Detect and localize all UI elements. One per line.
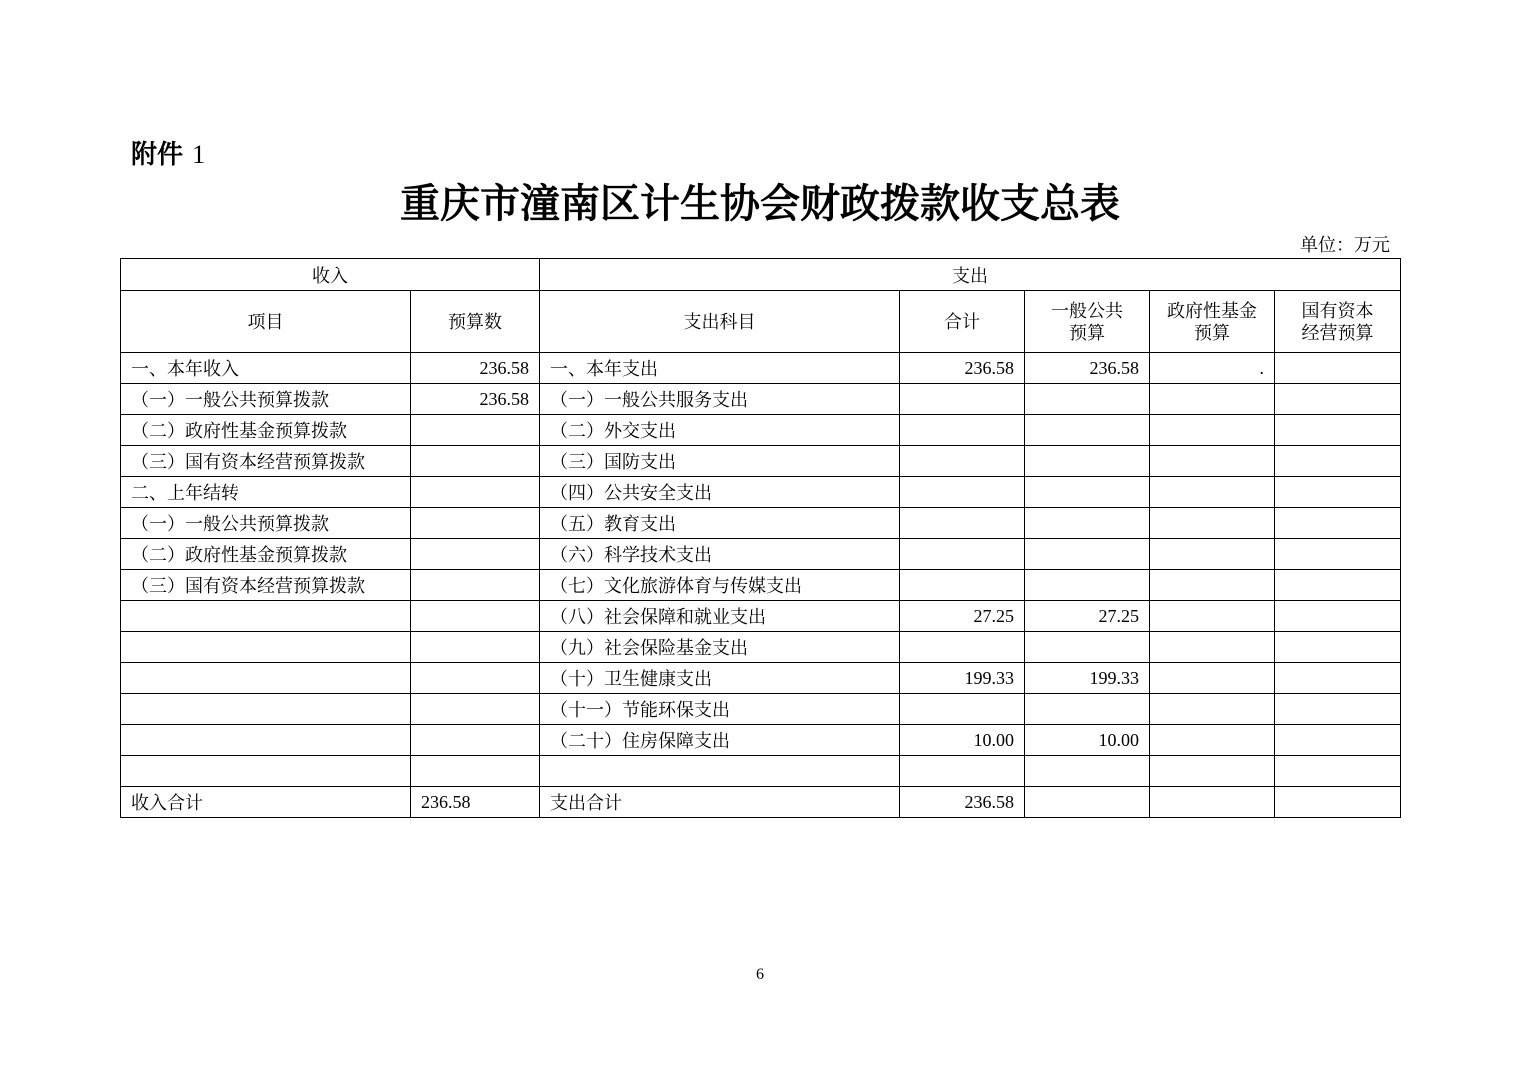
header-budget-amount: 预算数 bbox=[411, 291, 540, 353]
state-capital-cell bbox=[1275, 415, 1401, 446]
table-row bbox=[121, 508, 1401, 539]
general-budget-cell: 10.00 bbox=[1025, 725, 1150, 756]
general-budget-cell bbox=[1025, 446, 1150, 477]
page-title: 重庆市潼南区计生协会财政拨款收支总表 bbox=[400, 180, 1120, 227]
expense-total-cell bbox=[900, 477, 1025, 508]
income-amount-cell bbox=[411, 601, 540, 632]
table-row bbox=[121, 384, 1401, 415]
expense-total-amount: 236.58 bbox=[900, 787, 1025, 818]
table-row bbox=[121, 570, 1401, 601]
expense-section-header: 支出 bbox=[540, 259, 1401, 291]
header-item: 项目 bbox=[121, 291, 411, 353]
header-total: 合计 bbox=[900, 291, 1025, 353]
general-budget-cell bbox=[1025, 384, 1150, 415]
income-amount-cell bbox=[411, 570, 540, 601]
income-item-cell bbox=[121, 601, 411, 632]
general-budget-cell bbox=[1025, 539, 1150, 570]
income-amount-cell: 236.58 bbox=[411, 353, 540, 384]
state-capital-cell bbox=[1275, 663, 1401, 694]
income-section-header: 收入 bbox=[121, 259, 540, 291]
column-header-row bbox=[121, 291, 1401, 353]
expense-item-cell: （十一）节能环保支出 bbox=[540, 694, 900, 725]
attachment-label bbox=[131, 134, 205, 171]
income-item-cell bbox=[121, 756, 411, 787]
general-budget-cell bbox=[1025, 415, 1150, 446]
table-row bbox=[121, 477, 1401, 508]
table-row bbox=[121, 539, 1401, 570]
general-budget-cell: 199.33 bbox=[1025, 663, 1150, 694]
gov-fund-cell bbox=[1150, 601, 1275, 632]
general-budget-cell bbox=[1025, 477, 1150, 508]
income-amount-cell: 236.58 bbox=[411, 384, 540, 415]
expense-total-cell: 27.25 bbox=[900, 601, 1025, 632]
income-item-cell: 一、本年收入 bbox=[121, 353, 411, 384]
expense-item-cell: （十）卫生健康支出 bbox=[540, 663, 900, 694]
income-amount-cell bbox=[411, 632, 540, 663]
expense-item-cell: （七）文化旅游体育与传媒支出 bbox=[540, 570, 900, 601]
income-amount-cell bbox=[411, 415, 540, 446]
income-amount-cell bbox=[411, 477, 540, 508]
income-item-cell bbox=[121, 725, 411, 756]
gov-fund-cell bbox=[1150, 632, 1275, 663]
income-amount-cell bbox=[411, 663, 540, 694]
state-capital-cell bbox=[1275, 725, 1401, 756]
total-state-capital bbox=[1275, 787, 1401, 818]
gov-fund-cell bbox=[1150, 477, 1275, 508]
income-item-cell bbox=[121, 694, 411, 725]
income-item-cell bbox=[121, 663, 411, 694]
state-capital-cell bbox=[1275, 539, 1401, 570]
table-row bbox=[121, 694, 1401, 725]
header-gov-fund-budget: 政府性基金预算 bbox=[1150, 291, 1275, 353]
table-row bbox=[121, 632, 1401, 663]
expense-total-cell bbox=[900, 446, 1025, 477]
totals-row bbox=[121, 787, 1401, 818]
total-general bbox=[1025, 787, 1150, 818]
expense-item-cell: （五）教育支出 bbox=[540, 508, 900, 539]
general-budget-cell bbox=[1025, 570, 1150, 601]
gov-fund-cell bbox=[1150, 415, 1275, 446]
gov-fund-cell bbox=[1150, 570, 1275, 601]
general-budget-cell bbox=[1025, 508, 1150, 539]
state-capital-cell bbox=[1275, 353, 1401, 384]
general-budget-cell: 27.25 bbox=[1025, 601, 1150, 632]
income-amount-cell bbox=[411, 725, 540, 756]
state-capital-cell bbox=[1275, 601, 1401, 632]
total-gov-fund bbox=[1150, 787, 1275, 818]
expense-total-cell bbox=[900, 539, 1025, 570]
expense-total-cell: 199.33 bbox=[900, 663, 1025, 694]
expense-item-cell: （九）社会保险基金支出 bbox=[540, 632, 900, 663]
gov-fund-cell bbox=[1150, 694, 1275, 725]
general-budget-cell bbox=[1025, 694, 1150, 725]
expense-total-cell: 10.00 bbox=[900, 725, 1025, 756]
table-row bbox=[121, 446, 1401, 477]
expense-item-cell: （四）公共安全支出 bbox=[540, 477, 900, 508]
expense-total-cell bbox=[900, 694, 1025, 725]
gov-fund-cell bbox=[1150, 508, 1275, 539]
state-capital-cell bbox=[1275, 446, 1401, 477]
income-total-label: 收入合计 bbox=[121, 787, 411, 818]
table-row bbox=[121, 601, 1401, 632]
income-item-cell bbox=[121, 632, 411, 663]
gov-fund-cell bbox=[1150, 756, 1275, 787]
gov-fund-cell: . bbox=[1150, 353, 1275, 384]
section-header-row bbox=[121, 259, 1401, 291]
table-row bbox=[121, 415, 1401, 446]
income-amount-cell bbox=[411, 508, 540, 539]
expense-item-cell: 一、本年支出 bbox=[540, 353, 900, 384]
general-budget-cell bbox=[1025, 632, 1150, 663]
expense-total-cell bbox=[900, 632, 1025, 663]
income-amount-cell bbox=[411, 694, 540, 725]
expense-total-cell bbox=[900, 384, 1025, 415]
gov-fund-cell bbox=[1150, 384, 1275, 415]
expense-total-label: 支出合计 bbox=[540, 787, 900, 818]
attachment-text: 附件 bbox=[131, 140, 184, 170]
state-capital-cell bbox=[1275, 508, 1401, 539]
income-item-cell: （一）一般公共预算拨款 bbox=[121, 384, 411, 415]
income-total-amount: 236.58 bbox=[411, 787, 540, 818]
income-item-cell: （一）一般公共预算拨款 bbox=[121, 508, 411, 539]
income-item-cell: （二）政府性基金预算拨款 bbox=[121, 415, 411, 446]
income-item-cell: （二）政府性基金预算拨款 bbox=[121, 539, 411, 570]
table-row bbox=[121, 725, 1401, 756]
expense-item-cell: （二）外交支出 bbox=[540, 415, 900, 446]
page-number: 6 bbox=[756, 966, 764, 983]
expense-item-cell: （三）国防支出 bbox=[540, 446, 900, 477]
expense-total-cell bbox=[900, 415, 1025, 446]
expense-total-cell: 236.58 bbox=[900, 353, 1025, 384]
gov-fund-cell bbox=[1150, 446, 1275, 477]
expense-item-cell: （六）科学技术支出 bbox=[540, 539, 900, 570]
state-capital-cell bbox=[1275, 477, 1401, 508]
attachment-number: 1 bbox=[192, 140, 206, 169]
expense-item-cell bbox=[540, 756, 900, 787]
budget-table bbox=[120, 258, 1401, 818]
general-budget-cell: 236.58 bbox=[1025, 353, 1150, 384]
header-state-capital-budget: 国有资本经营预算 bbox=[1275, 291, 1401, 353]
gov-fund-cell bbox=[1150, 663, 1275, 694]
table-row bbox=[121, 663, 1401, 694]
header-expense-subject: 支出科目 bbox=[540, 291, 900, 353]
income-item-cell: （三）国有资本经营预算拨款 bbox=[121, 570, 411, 601]
state-capital-cell bbox=[1275, 384, 1401, 415]
header-general-public-budget: 一般公共预算 bbox=[1025, 291, 1150, 353]
unit-label: 单位：万元 bbox=[1300, 235, 1390, 255]
state-capital-cell bbox=[1275, 756, 1401, 787]
income-item-cell: 二、上年结转 bbox=[121, 477, 411, 508]
income-amount-cell bbox=[411, 539, 540, 570]
gov-fund-cell bbox=[1150, 725, 1275, 756]
state-capital-cell bbox=[1275, 570, 1401, 601]
expense-total-cell bbox=[900, 756, 1025, 787]
gov-fund-cell bbox=[1150, 539, 1275, 570]
table-row bbox=[121, 353, 1401, 384]
table-row bbox=[121, 756, 1401, 787]
expense-item-cell: （八）社会保障和就业支出 bbox=[540, 601, 900, 632]
income-item-cell: （三）国有资本经营预算拨款 bbox=[121, 446, 411, 477]
general-budget-cell bbox=[1025, 756, 1150, 787]
state-capital-cell bbox=[1275, 694, 1401, 725]
expense-item-cell: （一）一般公共服务支出 bbox=[540, 384, 900, 415]
income-amount-cell bbox=[411, 446, 540, 477]
expense-total-cell bbox=[900, 508, 1025, 539]
expense-item-cell: （二十）住房保障支出 bbox=[540, 725, 900, 756]
state-capital-cell bbox=[1275, 632, 1401, 663]
income-amount-cell bbox=[411, 756, 540, 787]
expense-total-cell bbox=[900, 570, 1025, 601]
